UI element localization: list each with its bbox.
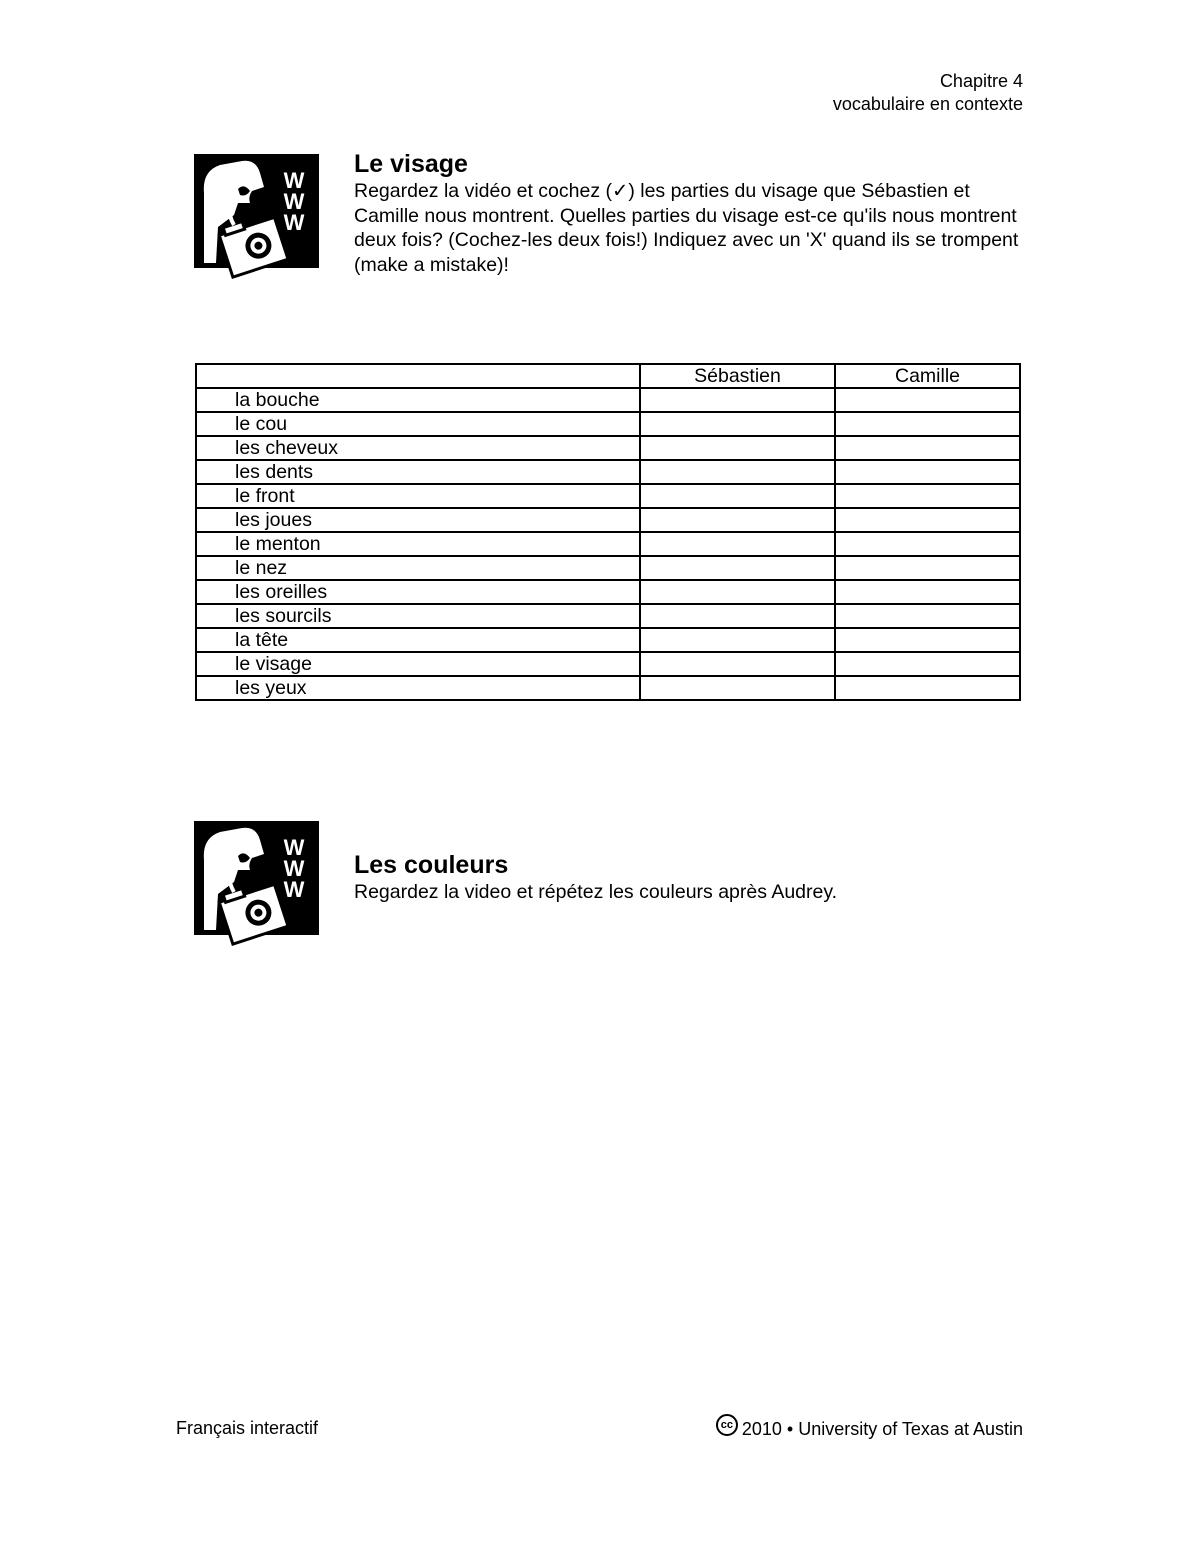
sebastien-checkbox-cell[interactable]	[640, 652, 835, 676]
table-row	[196, 556, 1020, 580]
logo-letter-w1: W	[283, 168, 305, 193]
www-video-camera-icon	[194, 820, 320, 948]
table-row	[196, 412, 1020, 436]
camille-checkbox-cell[interactable]	[835, 556, 1020, 580]
vocabulary-word: le visage	[196, 652, 640, 676]
sebastien-checkbox-cell[interactable]	[640, 508, 835, 532]
vocabulary-word: les oreilles	[196, 580, 640, 604]
camille-checkbox-cell[interactable]	[835, 652, 1020, 676]
vocabulary-word: le cou	[196, 412, 640, 436]
camille-checkbox-cell[interactable]	[835, 628, 1020, 652]
footer-course-name: Français interactif	[176, 1418, 319, 1438]
header-vocabulary	[196, 364, 640, 388]
sebastien-checkbox-cell[interactable]	[640, 436, 835, 460]
table-row	[196, 484, 1020, 508]
vocabulary-word: les cheveux	[196, 436, 640, 460]
section-instructions: Regardez la video et répétez les couleurs après Audrey.	[354, 881, 838, 903]
camille-checkbox-cell[interactable]	[835, 580, 1020, 604]
sebastien-checkbox-cell[interactable]	[640, 628, 835, 652]
instructions-part2: ) les parties du visage que Sébastien et Camille nous montrent. Quelles parties du visage est-ce qu'ils nous montrent deux fois? (Cochez-les deux fois!) Indiquez avec un 'X' quand ils se trompent (make a mistake)!	[354, 180, 1019, 276]
vocabulary-word: les joues	[196, 508, 640, 532]
section-title: Le visage	[354, 150, 468, 178]
camille-checkbox-cell[interactable]	[835, 676, 1020, 700]
logo-letter-w2: W	[283, 189, 305, 214]
creative-commons-icon: cc	[716, 1414, 738, 1436]
table-row	[196, 676, 1020, 700]
table-row	[196, 436, 1020, 460]
chapter-subtitle: vocabulaire en contexte	[832, 94, 1023, 114]
camille-checkbox-cell[interactable]	[835, 388, 1020, 412]
camille-checkbox-cell[interactable]	[835, 436, 1020, 460]
logo-letter-w1: W	[283, 835, 305, 860]
camille-checkbox-cell[interactable]	[835, 508, 1020, 532]
sebastien-checkbox-cell[interactable]	[640, 580, 835, 604]
sebastien-checkbox-cell[interactable]	[640, 676, 835, 700]
vocabulary-word: les sourcils	[196, 604, 640, 628]
sebastien-checkbox-cell[interactable]	[640, 460, 835, 484]
table-row	[196, 532, 1020, 556]
checkmark-icon: ✓	[611, 180, 629, 202]
header-camille: Camille	[835, 364, 1020, 388]
section-instructions	[354, 179, 1026, 277]
section-text	[354, 149, 1026, 277]
table-row	[196, 604, 1020, 628]
sebastien-checkbox-cell[interactable]	[640, 412, 835, 436]
camille-checkbox-cell[interactable]	[835, 460, 1020, 484]
table-row	[196, 388, 1020, 412]
chapter-label: Chapitre 4	[939, 71, 1023, 91]
vocabulary-word: le front	[196, 484, 640, 508]
camille-checkbox-cell[interactable]	[835, 484, 1020, 508]
table-row	[196, 508, 1020, 532]
header-sebastien: Sébastien	[640, 364, 835, 388]
table-row	[196, 580, 1020, 604]
vocabulary-word: la tête	[196, 628, 640, 652]
vocabulary-word: le nez	[196, 556, 640, 580]
sebastien-checkbox-cell[interactable]	[640, 604, 835, 628]
table-body	[196, 388, 1020, 700]
logo-letter-w3: W	[283, 210, 305, 235]
footer-copyright	[716, 1418, 1023, 1440]
sebastien-checkbox-cell[interactable]	[640, 556, 835, 580]
logo-letter-w2: W	[283, 856, 305, 881]
footer-copyright-text: 2010 • University of Texas at Austin	[741, 1418, 1023, 1439]
vocabulary-word: les yeux	[196, 676, 640, 700]
vocabulary-word: le menton	[196, 532, 640, 556]
camille-checkbox-cell[interactable]	[835, 412, 1020, 436]
camille-checkbox-cell[interactable]	[835, 532, 1020, 556]
section-text	[354, 850, 1026, 905]
sebastien-checkbox-cell[interactable]	[640, 532, 835, 556]
page-header	[833, 70, 1023, 116]
vocabulary-word: les dents	[196, 460, 640, 484]
vocabulary-word: la bouche	[196, 388, 640, 412]
table-row	[196, 628, 1020, 652]
camille-checkbox-cell[interactable]	[835, 604, 1020, 628]
logo-letter-w3: W	[283, 877, 305, 902]
sebastien-checkbox-cell[interactable]	[640, 388, 835, 412]
vocabulary-table	[195, 363, 1021, 701]
sebastien-checkbox-cell[interactable]	[640, 484, 835, 508]
table-header-row	[196, 364, 1020, 388]
table-row	[196, 652, 1020, 676]
instructions-part1: Regardez la vidéo et cochez (	[354, 180, 612, 202]
www-video-camera-icon	[194, 153, 320, 281]
table-row	[196, 460, 1020, 484]
section-title: Les couleurs	[354, 851, 509, 879]
